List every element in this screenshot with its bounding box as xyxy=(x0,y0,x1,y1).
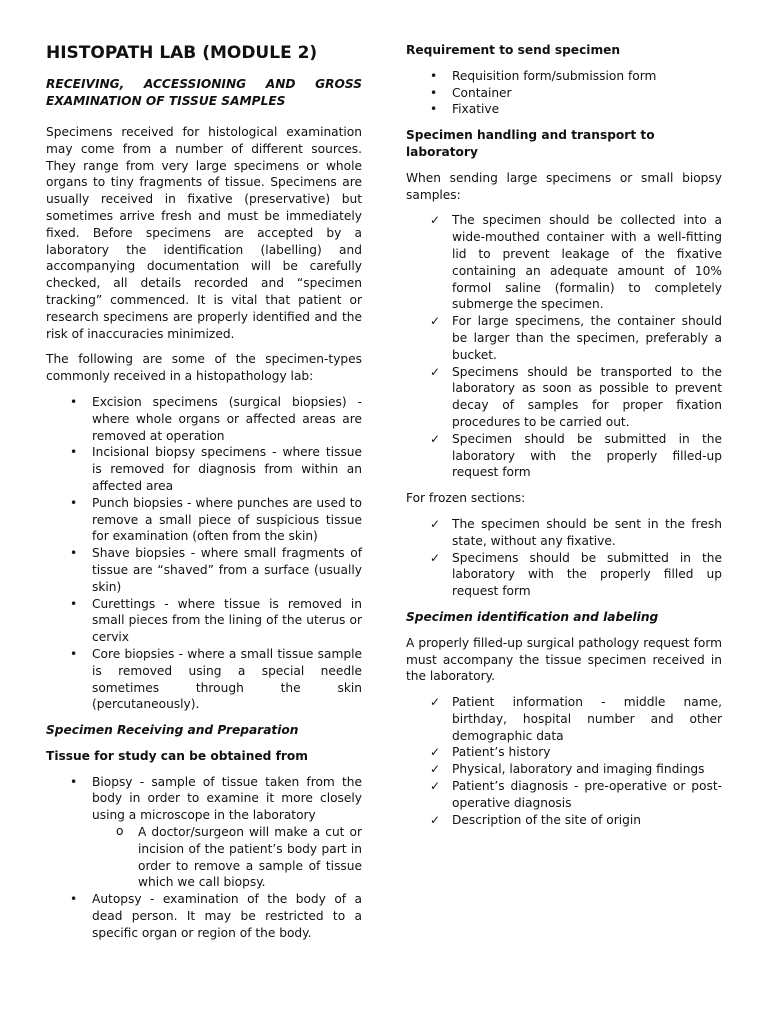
check-item: ✓ Patient’s diagnosis - pre-operative or post-operative diagnosis xyxy=(406,778,722,812)
right-column xyxy=(406,40,722,837)
list-item: • Excision specimens (surgical biopsies) - where whole organs or affected areas are removed at operation xyxy=(46,394,362,444)
list-item: • Core biopsies - where a small tissue sample is removed using a special needle sometimes through the skin (percutaneously). xyxy=(46,646,362,713)
requirement-heading: Requirement to send specimen xyxy=(406,43,621,57)
check-item: ✓ Patient’s history xyxy=(406,744,722,761)
handling-heading: Specimen handling and transport to laboratory xyxy=(406,128,655,159)
list-item: • Container xyxy=(406,85,722,102)
identification-paragraph: A properly filled-up surgical pathology request form must accompany the tissue specimen received in the laboratory. xyxy=(406,635,722,684)
list-item-autopsy: • Autopsy - examination of the body of a dead person. It may be restricted to a specific organ or region of the body. xyxy=(46,891,362,941)
specimen-types-intro: The following are some of the specimen-types commonly received in a histopathology lab: xyxy=(46,352,362,384)
module-subtitle xyxy=(46,76,362,110)
list-item: • Requisition form/submission form xyxy=(406,68,722,85)
page-title: HISTOPATH LAB (MODULE 2) xyxy=(46,43,318,63)
subtitle-line-2: EXAMINATION OF TISSUE SAMPLES xyxy=(46,94,286,108)
biopsy-sublist xyxy=(46,824,362,891)
specimen-types-list xyxy=(46,394,362,713)
check-item: ✓ Patient information - middle name, birthday, hospital number and other demographic data xyxy=(406,694,722,744)
intro-paragraph: Specimens received for histological examination may come from a number of different sources. They range from very large specimens or whole organs to tiny fragments of tissue. Specimens are usually received in fixative (preservative) but sometimes arrive fresh and must be immediately fixed. Before specimens are accepted by a laboratory the identification (labelling) and accompanying documentation will be carefully checked, all details recorded and “specimen tracking” commenced. It is vital that patient or research specimens are properly identified and the risk of inaccuracies minimized. xyxy=(46,125,362,341)
check-item: ✓ Physical, laboratory and imaging findings xyxy=(406,761,722,778)
handling-list xyxy=(406,212,722,481)
subtitle-line-1: RECEIVING, ACCESSIONING AND GROSS xyxy=(46,77,362,91)
tissue-sources-list xyxy=(46,774,362,824)
check-item: ✓ Specimens should be transported to the laboratory as soon as possible to prevent decay of samples for proper fixation procedures to be carried out. xyxy=(406,364,722,431)
check-item: ✓ Specimens should be submitted in the laboratory with the properly filled up request form xyxy=(406,550,722,600)
list-item: • Curettings - where tissue is removed in small pieces from the lining of the uterus or cervix xyxy=(46,596,362,646)
list-item: • Incisional biopsy specimens - where tissue is removed for diagnosis from within an affected area xyxy=(46,444,362,494)
list-item: • Punch biopsies - where punches are used to remove a small piece of suspicious tissue for examination (often from the skin) xyxy=(46,495,362,545)
frozen-intro: For frozen sections: xyxy=(406,491,526,506)
list-item: • Shave biopsies - where small fragments of tissue are “shaved” from a surface (usually skin) xyxy=(46,545,362,595)
requirements-list xyxy=(406,68,722,118)
tissue-sources-list-2 xyxy=(46,891,362,941)
identification-heading: Specimen identification and labeling xyxy=(406,609,659,624)
check-item: ✓ The specimen should be collected into a wide-mouthed container with a well-fitting lid to prevent leakage of the fixative containing an adequate amount of 10% formol saline (formalin) to completely submerge the specimen. xyxy=(406,212,722,313)
check-item: ✓ The specimen should be sent in the fresh state, without any fixative. xyxy=(406,516,722,550)
receiving-heading: Specimen Receiving and Preparation xyxy=(46,723,299,738)
tissue-heading: Tissue for study can be obtained from xyxy=(46,748,309,763)
list-item-biopsy xyxy=(46,774,362,824)
handling-intro: When sending large specimens or small biopsy samples: xyxy=(406,170,722,202)
list-item: • Fixative xyxy=(406,101,722,118)
biopsy-text: Biopsy - sample of tissue taken from the body in order to examine it more closely using a microscope in the laboratory xyxy=(92,774,362,823)
check-item: ✓ Specimen should be submitted in the laboratory with the properly filled-up request form xyxy=(406,431,722,481)
identification-list xyxy=(406,694,722,828)
sub-list-item: o A doctor/surgeon will make a cut or incision of the patient’s body part in order to remove a sample of tissue which we call biopsy. xyxy=(92,824,362,891)
left-column xyxy=(46,40,362,951)
frozen-list xyxy=(406,516,722,600)
check-item: ✓ Description of the site of origin xyxy=(406,812,722,829)
check-item: ✓ For large specimens, the container should be larger than the specimen, preferably a bucket. xyxy=(406,313,722,363)
